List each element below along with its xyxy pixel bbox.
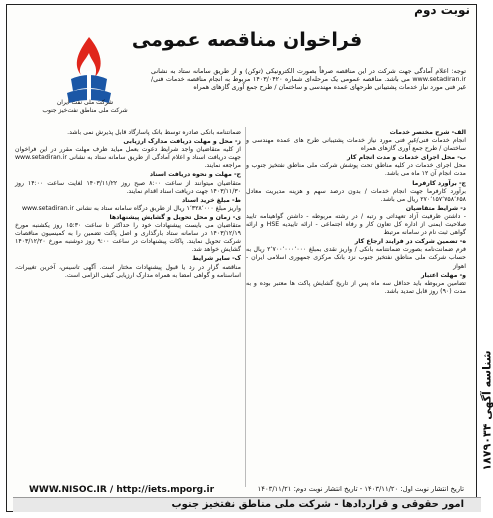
section-d xyxy=(246,205,466,237)
section-text: مناقصه گزار در رد یا قبول پیشنهادات مختار است. آگهی تاسیس، آخرین تغییرات، اساسنامه و گواهی امضا به همراه مدارک ارزیابی کیفی الزامی است. xyxy=(15,263,241,279)
section-g xyxy=(15,129,241,137)
section-text: تضامین مربوطه باید حداقل سه ماه پس از تاریخ گشایش پاکت ها معتبر بوده و به مدت (۹۰) روز قابل تمدید باشد. xyxy=(246,279,466,295)
publish-dates: تاریخ انتشار نوبت اول: ۱۴۰۳/۱۱/۲۰ - تاریخ انتشار نوبت دوم: ۱۴۰۳/۱۱/۲۱ xyxy=(257,485,464,493)
section-label: ب- محل اجرای خدمات و مدت انجام کار xyxy=(346,154,466,162)
logo-line-2: شرکت ملی مناطق نفت‌خیز جنوب xyxy=(42,107,128,114)
section-k xyxy=(15,214,241,254)
right-column xyxy=(246,129,466,297)
section-text: از کلیه متقاضیان واجد شرایط دعوت بعمل میاید ظرف مهلت مقرر در این فراخوان جهت دریافت اسناد و اعلام آمادگی از طریق سامانه ستاد به نشانی www.setadiran.ir مراجعه نمایند. xyxy=(15,146,241,170)
section-label: ه- تضمین شرکت در فرایند ارجاع کار xyxy=(354,238,466,246)
section-label: ی- زمان و محل تحویل و گشایش پیشنهادها xyxy=(109,213,241,221)
footer-issuer: امور حقوقی و قراردادها - شرکت ملی مناطق نفتخیز جنوب xyxy=(171,499,464,510)
section-label: و- مهلت اعتبار xyxy=(421,271,466,279)
section-label: ز- محل و مهلت دریافت مدارک ارزیابی xyxy=(123,138,241,146)
section-label: د- شرایط متقاضیان xyxy=(405,204,466,212)
section-text: متقاضیان می بایست پیشنهادات خود را حداکثر تا ساعت ۱۵:۳۰ روز یکشنبه مورخ ۱۴۰۳/۱۲/۱۹ در سامانه ستاد بارگذاری و اصل پاکت تضمین را به کمیسیون مناقصات شرکت تحویل نمایند. پاکات پیشنهادات در ساعت ۹:۰۰ روز دوشنبه مورخ ۱۴۰۳/۱۲/۲۰ گشایش خواهد شد. xyxy=(15,222,241,254)
section-text: فرم ضمانت‌نامه بصورت ضمانتنامه بانکی / واریز نقدی بمبلغ ۲٬۷۰۰٬۰۰۰٬۰۰۰ ریال به حساب شرکت ملی مناطق نفتخیز جنوب نزد بانک مرکزی جمهوری اسلامی ایران - اهواز xyxy=(246,246,466,270)
section-c xyxy=(246,180,466,204)
section-f xyxy=(246,272,466,296)
logo-caption xyxy=(25,99,145,115)
section-e xyxy=(246,238,466,270)
section-j xyxy=(15,197,241,213)
notice-id-vertical xyxy=(478,316,493,506)
intro-paragraph: توجه: اعلام آمادگی جهت شرکت در این مناقصه صرفاً بصورت الکترونیکی (توکن) و از طریق سامانه ستاد به نشانی www.setadiran.ir می باشد. مناقصه عمومی یک مرحله‌ای شماره ۱۴۰۳/۰۴۲۰ مربوط به انجام مناقصه خدمات فنی/غیر فنی مورد نیاز خدمات پشتیبانی طرحهای عمده مهندسی و ساختمان / طرح جمع آوری گازهای همراه xyxy=(151,67,466,92)
section-label: ح- مهلت و نحوه دریافت اسناد xyxy=(149,171,241,179)
logo-line-1: شرکت ملی نفت ایران xyxy=(56,99,114,106)
website-link[interactable]: WWW.NISOC.IR / http://iets.mporg.ir xyxy=(29,485,215,495)
tender-notice xyxy=(6,4,477,512)
section-label: ک- سایر شرایط xyxy=(192,255,241,263)
left-column xyxy=(15,129,241,281)
notice-title: فراخوان مناقصه عمومی xyxy=(131,29,363,51)
notice-id-text: شناسه آگهی ۱۸۷۹۰۳۴ xyxy=(480,350,493,471)
section-i xyxy=(15,171,241,195)
section-text: محل اجرای خدمات در کلیه مناطق تحت پوشش شرکت ملی مناطق نفتخیز جنوب و مدت انجام آن ۱۲ ماه می باشد. xyxy=(246,162,466,178)
section-text: واریز مبلغ ۱٬۳۲۸٬۰۰۰ ریال از طریق درگاه سامانه ستاد به نشانی www.setadiran.ir xyxy=(21,204,241,212)
section-text: انجام خدمات فنی/غیر فنی مورد نیاز خدمات پشتیبانی طرح های عمده مهندسی و ساختمان / طرح جمع آوری گازهای همراه xyxy=(246,137,466,153)
section-text: - داشتن ظرفیت آزاد تعهداتی و رتبه / در رشته مربوطه - داشتن گواهینامه تایید صلاحیت ایمنی از اداره کل تعاون کار و رفاه اجتماعی - ارائه تاییدیه HSE و ارائه گواهی ثبت نام در سامانه مرتبط xyxy=(246,212,466,237)
section-label: ج- برآورد کارفرما xyxy=(412,179,466,187)
section-label: الف- شرح مختصر خدمات xyxy=(389,129,466,136)
section-a xyxy=(246,129,466,153)
section-b xyxy=(246,154,466,178)
round-badge: نوبت دوم xyxy=(414,3,470,17)
section-label: ط- مبلغ خرید اسناد xyxy=(181,196,241,204)
section-h xyxy=(15,138,241,170)
section-text: متقاضیان میتوانند از ساعت ۸:۰۰ صبح روز ۱۴۰۳/۱۱/۲۲ لغایت ساعت ۱۴:۰۰ روز ۱۴۰۳/۱۱/۳۰ جهت دریافت اسناد اقدام نمایند. xyxy=(15,179,241,195)
section-text: ضمانتنامه بانکی صادره توسط بانک پاسارگاد قابل پذیرش نمی باشد. xyxy=(67,129,241,136)
section-text: برآورد کارفرما جهت انجام خدمات / بدون درصد سهم و هزینه مدیریت معادل ۲۷۰٬۱۵۷٬۷۵۸٬۶۵۸ ریال می باشد. xyxy=(246,187,466,203)
section-l xyxy=(15,255,241,279)
